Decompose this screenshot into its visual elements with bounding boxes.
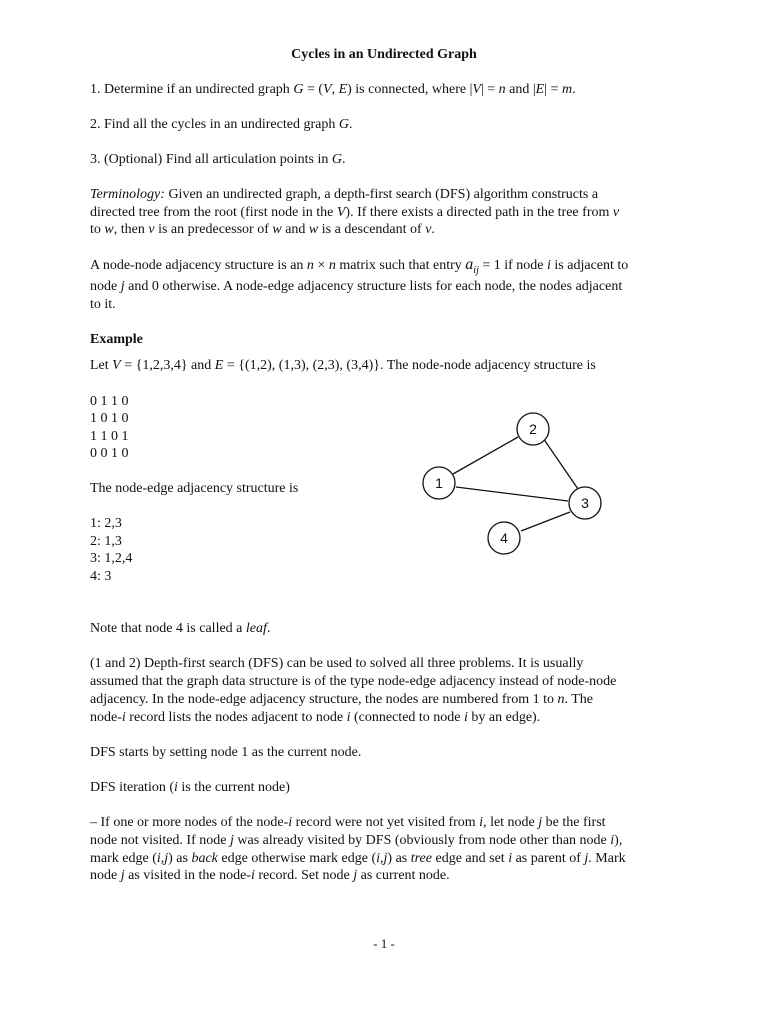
- edge-2-3: [543, 438, 578, 489]
- adjacency-def-line-2: node j and 0 otherwise. A node-edge adjacency structure lists for each node, the nodes adjacent: [90, 279, 623, 294]
- terminology-line-3: to w, then v is an predecessor of w and w is a descendant of v.: [90, 222, 435, 237]
- matrix-row: 1 0 1 0: [90, 411, 129, 426]
- graph-node-label: 2: [529, 421, 537, 437]
- example-heading: Example: [90, 332, 143, 347]
- graph-node-2: [517, 413, 549, 445]
- matrix-row: 0 1 1 0: [90, 394, 129, 409]
- edge-1-2: [453, 437, 518, 474]
- dfs-para-2-line-4: node j as visited in the node-i record. Set node j as current node.: [90, 868, 450, 883]
- edge-1-3: [456, 487, 568, 501]
- edge-list-item: 1: 2,3: [90, 516, 122, 531]
- question-1: 1. Determine if an undirected graph G = (V, E) is connected, where |V| = n and |E| = m.: [90, 82, 576, 97]
- edge-list-item: 4: 3: [90, 569, 112, 584]
- terminology-line-2: directed tree from the root (first node in the V). If there exists a directed path in the tree from v: [90, 205, 620, 220]
- dfs-para-2-line-2: node not visited. If node j was already visited by DFS (obviously from node other than node i),: [90, 833, 623, 848]
- edge-list-item: 3: 1,2,4: [90, 551, 133, 566]
- matrix-row: 0 0 1 0: [90, 446, 129, 461]
- graph-node-4: [488, 522, 520, 554]
- graph-node-label: 3: [581, 495, 589, 511]
- dfs-para-2-line-3: mark edge (i,j) as back edge otherwise mark edge (i,j) as tree edge and set i as parent of j. Mark: [90, 851, 626, 866]
- question-2: 2. Find all the cycles in an undirected graph G.: [90, 117, 353, 132]
- graph-node-3: [569, 487, 601, 519]
- dfs-para-1-line-4: node-i record lists the nodes adjacent to node i (connected to node i by an edge).: [90, 710, 541, 725]
- dfs-para-1-line-2: assumed that the graph data structure is of the type node-edge adjacency instead of node-node: [90, 674, 617, 689]
- edge-3-4: [521, 512, 570, 531]
- adjacency-def-line-1: A node-node adjacency structure is an n × n matrix such that entry $a_{ij} = 1$ if node i is adjacent to: [90, 256, 629, 276]
- dfs-para-1-line-1: (1 and 2) Depth-first search (DFS) can be used to solved all three problems. It is usually: [90, 656, 584, 671]
- graph-node-1: [423, 467, 455, 499]
- dfs-para-2-line-1: – If one or more nodes of the node-i record were not yet visited from i, let node j be the first: [90, 815, 606, 830]
- example-let-line: Let V = {1,2,3,4} and E = {(1,2), (1,3), (2,3), (3,4)}. The node-node adjacency structure is: [90, 358, 596, 373]
- leaf-note: Note that node 4 is called a leaf.: [90, 621, 271, 636]
- dfs-iteration: DFS iteration (i is the current node): [90, 780, 290, 795]
- question-3: 3. (Optional) Find all articulation points in G.: [90, 152, 346, 167]
- edge-structure-intro: The node-edge adjacency structure is: [90, 481, 299, 496]
- terminology-line-1: Terminology: Given an undirected graph, a depth-first search (DFS) algorithm constructs a: [90, 187, 599, 202]
- edge-list-item: 2: 1,3: [90, 534, 122, 549]
- dfs-para-1-line-3: adjacency. In the node-edge adjacency structure, the nodes are numbered from 1 to n. The: [90, 692, 594, 707]
- graph-diagram: [415, 405, 615, 555]
- dfs-start: DFS starts by setting node 1 as the current node.: [90, 745, 362, 760]
- adjacency-def-line-3: to it.: [90, 297, 116, 312]
- graph-node-label: 4: [500, 530, 508, 546]
- page-number: - 1 -: [373, 936, 395, 951]
- page-title: Cycles in an Undirected Graph: [291, 47, 477, 62]
- graph-node-label: 1: [435, 475, 443, 491]
- matrix-row: 1 1 0 1: [90, 429, 129, 444]
